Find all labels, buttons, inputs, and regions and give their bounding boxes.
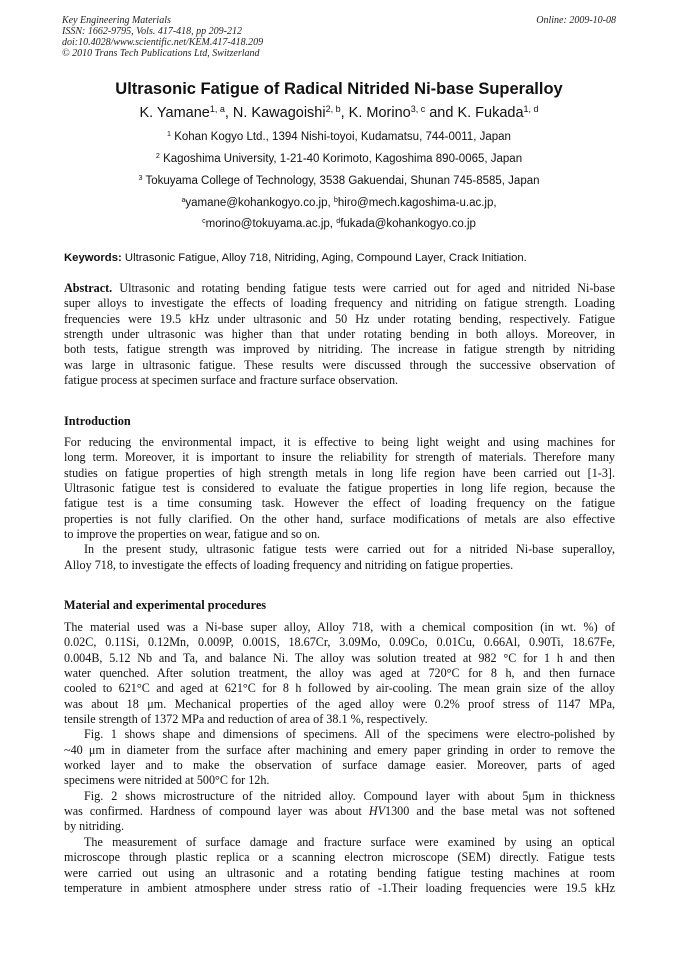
intro-line: long term. Moreover, it is important to insure the reliability for strength of materials. Therefore many xyxy=(64,450,615,465)
materials-line: worked layer and to make the observation of surface damage easier. Moreover, parts of aged xyxy=(64,758,615,773)
section-heading-materials: Material and experimental procedures xyxy=(64,598,267,612)
materials-line: temperature in ambient atmosphere under stress ratio of -1.Their loading frequencies were 19.5 kHz xyxy=(64,880,615,895)
abstract-label: Abstract. xyxy=(64,281,113,295)
abstract-line: strength under ultrasonic was higher than that under rotating bending in both alloys. Moreover, in xyxy=(64,327,615,342)
materials-line: microscope through plastic replica or a scanning electron microscope (SEM) directly. Fatigue tests xyxy=(64,850,615,865)
affiliation-text: Kagoshima University, 1-21-40 Korimoto, Kagoshima 890-0065, Japan xyxy=(163,153,523,165)
materials-line: were carried out using an ultrasonic and a rotating bending fatigue testing machines at room xyxy=(64,865,615,880)
intro-line: to improve the properties on wear, fatigue and so on. xyxy=(64,527,321,542)
materials-line: by nitriding. xyxy=(64,819,125,834)
email-line-1: $^a$yamane@kohankogyo.co.jp, $^b$hiro@mech.kagoshima-u.ac.jp, xyxy=(181,196,497,209)
author-sup: 1, a xyxy=(209,104,225,115)
email-a[interactable]: yamane@kohankogyo.co.jp, xyxy=(185,197,331,209)
journal-issn: ISSN: 1662-9795, Vols. 417-418, pp 209-212 xyxy=(62,26,242,37)
materials-line: Fig. 1 shows shape and dimensions of specimens. All of the specimens were electro-polished by xyxy=(84,727,615,742)
journal-copyright: © 2010 Trans Tech Publications Ltd, Switzerland xyxy=(62,48,260,59)
abstract-line: frequencies were 19.5 kHz under ultrasonic and 50 Hz under rotating bending, respectively. Fatigue xyxy=(64,311,615,326)
keywords-text: Ultrasonic Fatigue, Alloy 718, Nitriding, Aging, Compound Layer, Crack Initiation. xyxy=(124,252,527,264)
affiliation-text: Kohan Kogyo Ltd., 1394 Nishi-toyoi, Kudamatsu, 744-0011, Japan xyxy=(174,131,511,143)
materials-line: ~40 μm in diameter from the surface after machining and emery paper grinding in order to remove the xyxy=(64,742,615,757)
materials-line: specimens were nitrided at 500°C for 12h. xyxy=(64,773,270,788)
materials-line: 0.004B, 5.12 Nb and Ta, and balance Ni. The alloy was solution treated at 982 °C for 1 h and then xyxy=(64,650,615,665)
author-separator: and xyxy=(425,105,458,121)
author-name: K. Yamane xyxy=(139,105,210,121)
abstract-line: super alloys to investigate the effects of loading frequency and nitriding on fatigue strength. Loading xyxy=(64,296,615,311)
affiliation-sup: 3 xyxy=(138,174,143,183)
materials-line: was confirmed. Hardness of compound layer was about HV1300 and the base metal was not softened xyxy=(64,804,616,819)
materials-line: water quenched. After solution treatment, the alloy was aged at 720°C for 8 h, and then furnace xyxy=(64,666,615,681)
affiliation-1 xyxy=(0,131,678,143)
journal-doi: doi:10.4028/www.scientific.net/KEM.417-418.209 xyxy=(62,37,264,48)
author-name: K. Fukada xyxy=(457,105,524,121)
email-b[interactable]: hiro@mech.kagoshima-u.ac.jp, xyxy=(337,197,497,209)
materials-line: The measurement of surface damage and fracture surface were examined by using an optical xyxy=(84,834,615,849)
author-sup: 2, b xyxy=(325,104,341,115)
intro-line: In the present study, ultrasonic fatigue tests were carried out for a nitrided Ni-base superalloy, xyxy=(84,542,615,557)
author-sup: 1, d xyxy=(523,104,539,115)
intro-line: studies on fatigue properties of high strength metals in long life region have been carried out [1-3]. xyxy=(64,465,615,480)
section-heading-introduction: Introduction xyxy=(64,414,131,428)
materials-line: cooled to 621°C and aged at 621°C for 8 h followed by air-cooling. The mean grain size of the alloy xyxy=(64,681,615,696)
email-d[interactable]: fukada@kohankogyo.co.jp xyxy=(340,218,476,230)
affiliation-sup: 2 xyxy=(155,152,160,161)
email-line-2: $^c$morino@tokuyama.ac.jp, $^d$fukada@kohankogyo.co.jp xyxy=(202,217,476,230)
affiliation-text: Tokuyama College of Technology, 3538 Gakuendai, Shunan 745-8585, Japan xyxy=(145,175,540,187)
materials-line: Fig. 2 shows microstructure of the nitrided alloy. Compound layer with about 5μm in thickness xyxy=(84,788,615,803)
author-separator: , xyxy=(224,105,233,121)
materials-line: The material used was a Ni-base super alloy, Alloy 718, with a chemical composition (in wt. %) of xyxy=(64,620,615,634)
affiliation-3 xyxy=(0,175,678,187)
intro-line: Alloy 718, to investigate the effects of loading frequency and nitriding on fatigue properties. xyxy=(64,557,514,572)
abstract-line: was large in ultrasonic fatigue. These results were discussed through the successive observation of xyxy=(64,357,615,372)
affiliation-sup: 1 xyxy=(167,130,172,139)
keywords-label: Keywords: xyxy=(64,252,122,264)
journal-name: Key Engineering Materials xyxy=(62,15,171,26)
abstract-line: fatigue process at specimen surface and fracture surface observation. xyxy=(64,373,399,388)
author-sup: 3, c xyxy=(410,104,426,115)
introduction-body xyxy=(64,435,615,573)
intro-line: properties is not fully clarified. On the other hand, surface modifications of metals are also effective xyxy=(64,511,615,526)
materials-body xyxy=(64,620,615,896)
abstract xyxy=(64,281,615,388)
materials-line: 0.02C, 0.11Si, 0.12Mn, 0.009P, 0.001S, 18.67Cr, 3.09Mo, 0.09Co, 0.01Cu, 0.66Al, 0.90Ti, 18.67Fe, xyxy=(64,635,615,650)
author-separator: , xyxy=(340,105,349,121)
paper-title: Ultrasonic Fatigue of Radical Nitrided Ni-base Superalloy xyxy=(115,80,563,98)
journal-header xyxy=(62,15,616,59)
intro-line: For reducing the environmental impact, it is effective to being light weight and using machines for xyxy=(64,435,615,449)
affiliation-2 xyxy=(0,153,678,165)
abstract-line: both tests, fatigue strength was improved by nitriding. The increase in fatigue strength by nitriding xyxy=(64,342,615,357)
online-date: Online: 2009-10-08 xyxy=(536,15,616,26)
abstract-line: Abstract. Ultrasonic and rotating bending fatigue tests were carried out for aged and nitrided Ni-base xyxy=(64,281,615,295)
materials-line: was about 18 μm. Mechanical properties of the aged alloy were 0.2% proof stress of 1147 MPa, xyxy=(64,696,615,711)
intro-line: Ultrasonic fatigue test is considered to evaluate the fatigue properties in long life region, because the xyxy=(64,481,615,496)
author-name: N. Kawagoishi xyxy=(232,105,326,121)
materials-line: tensile strength of 1372 MPa and reduction of area of 38.1 %, respectively. xyxy=(64,712,428,727)
hardness-symbol: HV xyxy=(368,804,385,819)
author-name: K. Morino xyxy=(348,105,411,121)
intro-line: fatigue test is a time consuming task. However the effect of loading frequency on the fatigue xyxy=(64,496,615,511)
keywords xyxy=(64,252,618,264)
author-list xyxy=(0,105,678,121)
email-c[interactable]: morino@tokuyama.ac.jp, xyxy=(205,218,334,230)
